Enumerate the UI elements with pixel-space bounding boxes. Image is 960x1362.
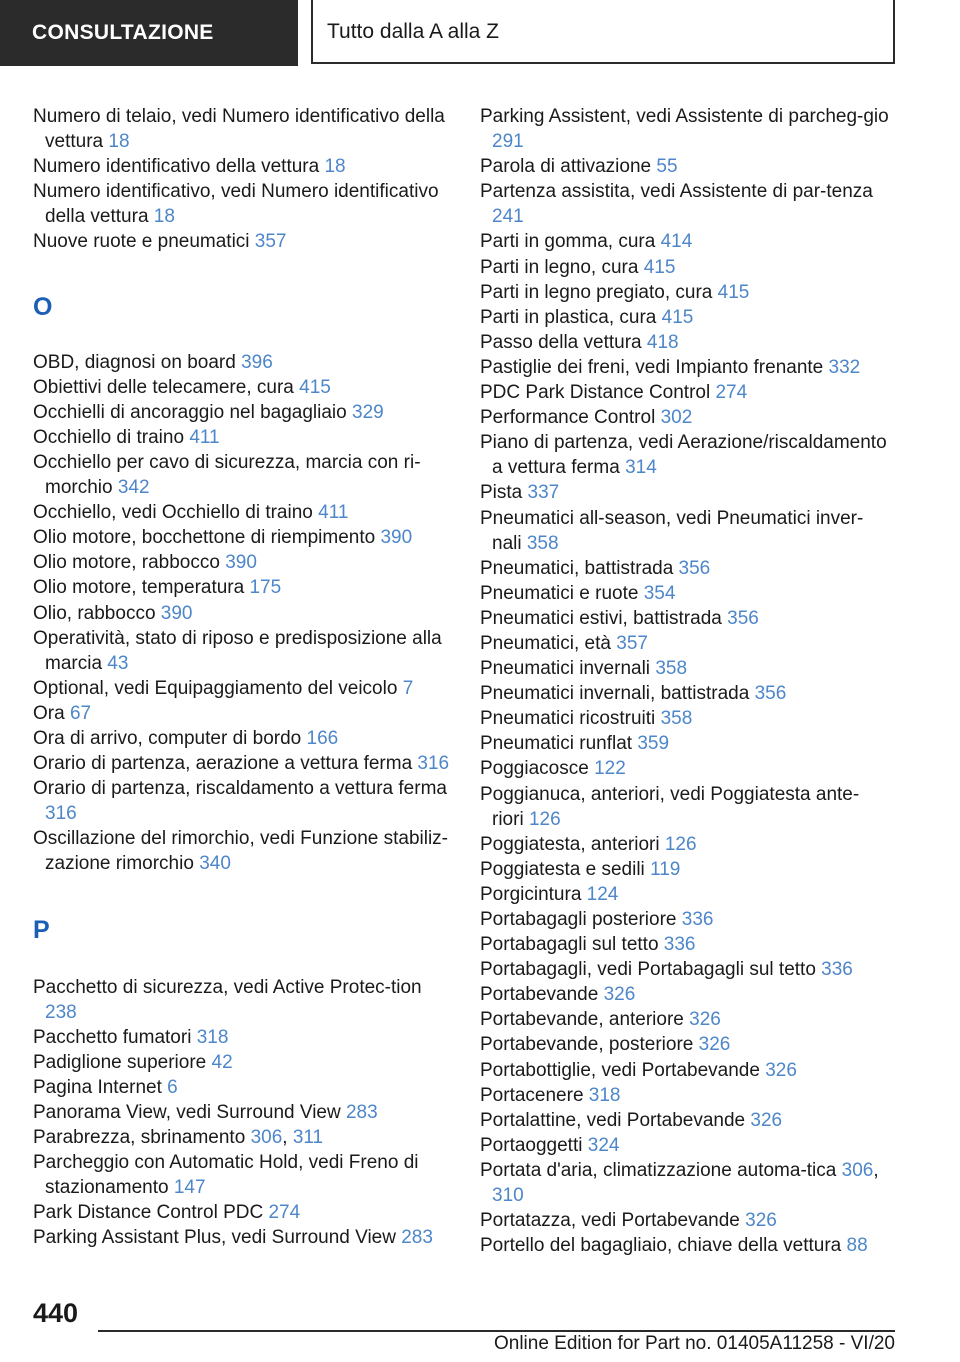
index-entry xyxy=(480,1208,890,1233)
page-reference-link[interactable]: 318 xyxy=(196,1026,229,1048)
index-entry-label: Portabagagli, vedi Portabagagli sul tetto xyxy=(480,959,816,981)
index-entry-label: Portalattine, vedi Portabevande xyxy=(480,1109,746,1131)
index-entry-label: Occhielli di ancoraggio nel bagagliaio xyxy=(33,401,347,423)
index-entry-label: Porgicintura xyxy=(480,883,582,905)
page-reference-link[interactable]: 18 xyxy=(153,206,175,228)
page-reference-link[interactable]: 283 xyxy=(401,1227,433,1249)
page-reference-link[interactable]: 126 xyxy=(664,833,697,855)
index-entry-label: Pneumatici estivi, battistrada xyxy=(480,607,722,629)
index-entry xyxy=(33,601,453,626)
index-entry xyxy=(33,1075,453,1100)
page-reference-link[interactable]: 302 xyxy=(660,407,693,429)
letter-heading-p: P xyxy=(33,915,50,944)
index-entry xyxy=(480,581,890,606)
index-entry-label: Numero identificativo, vedi Numero identificativo della vettura xyxy=(33,181,439,228)
index-entry xyxy=(480,782,890,832)
index-entry-label: Panorama View, vedi Surround View xyxy=(33,1102,341,1123)
index-entry xyxy=(480,832,890,857)
index-entry-label: Poggiatesta, anteriori xyxy=(480,833,660,855)
index-entry xyxy=(480,756,890,781)
index-entry xyxy=(480,882,890,907)
index-entry-label: Portabagagli posteriore xyxy=(480,909,677,930)
page-reference-link[interactable]: 18 xyxy=(108,131,130,153)
index-entry xyxy=(33,229,453,254)
page-reference-link[interactable]: 119 xyxy=(650,858,681,880)
index-entry xyxy=(33,751,453,776)
page-reference-link[interactable]: 415 xyxy=(717,281,750,303)
page-reference-link[interactable]: 358 xyxy=(660,708,693,730)
index-entry-label: Occhiello, vedi Occhiello di traino xyxy=(33,502,313,524)
index-entry-label: Performance Control xyxy=(480,407,656,429)
page-reference-link[interactable]: 316 xyxy=(417,753,450,775)
index-entry xyxy=(480,982,890,1007)
index-entry-label: Parabrezza, sbrinamento xyxy=(33,1127,246,1149)
index-entry-label: Numero identificativo della vettura xyxy=(33,156,320,178)
index-entry: Parabrezza, sbrinamento 306, 311 xyxy=(33,1127,324,1149)
page-reference-link[interactable]: 67 xyxy=(69,702,92,724)
index-entry xyxy=(33,400,453,425)
page-reference-link[interactable]: 336 xyxy=(663,934,696,956)
page-reference-link[interactable]: 326 xyxy=(603,984,636,1006)
page-reference-link[interactable]: 316 xyxy=(45,803,77,825)
index-entry xyxy=(480,430,890,480)
page-reference-link[interactable]: 414 xyxy=(660,231,693,253)
page-reference-link[interactable]: 332 xyxy=(828,356,861,378)
page-reference-link[interactable]: 340 xyxy=(199,853,231,875)
index-entry xyxy=(480,104,890,154)
entries-p xyxy=(33,975,453,1251)
index-entry-label: Occhiello per cavo di sicurezza, marcia con ri-morchio xyxy=(33,451,421,499)
index-entry-label: Pneumatici runflat xyxy=(480,733,633,755)
index-entry: Portata d'aria, climatizzazione automa-tica 306, 310 xyxy=(480,1159,879,1207)
index-entry xyxy=(480,179,890,229)
index-entry-label: Portaoggetti xyxy=(480,1134,583,1156)
page-reference-link[interactable]: 310 xyxy=(492,1185,524,1207)
page-reference-link[interactable]: 311 xyxy=(292,1127,324,1149)
index-entry-label: Olio, rabbocco xyxy=(33,602,156,624)
index-entry-label: Portabevande, anteriore xyxy=(480,1009,684,1031)
index-column-right xyxy=(480,104,890,1258)
page-reference-link[interactable]: 318 xyxy=(588,1084,621,1106)
page-reference-link[interactable]: 337 xyxy=(527,482,560,504)
index-entry-label: Portabagagli sul tetto xyxy=(480,934,659,956)
index-entry xyxy=(33,550,453,575)
page-reference-link[interactable]: 283 xyxy=(345,1102,378,1123)
index-entry-label: Pastiglie dei freni, vedi Impianto frenante xyxy=(480,356,824,378)
index-entry xyxy=(480,1133,890,1158)
index-entry-label: Operatività, stato di riposo e predisposizione alla marcia xyxy=(33,627,442,674)
page-reference-link[interactable]: 357 xyxy=(254,231,287,253)
index-entry-label: Piano di partenza, vedi Aerazione/riscaldamento a vettura ferma xyxy=(480,432,887,479)
page-reference-link[interactable]: 411 xyxy=(318,502,349,524)
index-entry xyxy=(33,500,453,525)
index-entry xyxy=(480,656,890,681)
page-reference-link[interactable]: 326 xyxy=(698,1034,731,1056)
index-entry-label: Nuove ruote e pneumatici xyxy=(33,231,250,253)
index-entry-label: Pagina Internet xyxy=(33,1076,162,1098)
index-entry xyxy=(33,1025,453,1050)
index-entry xyxy=(480,606,890,631)
index-entry-label: Optional, vedi Equipaggiamento del veicolo xyxy=(33,677,398,699)
index-entry-label: Parking Assistent, vedi Assistente di parcheg-gio xyxy=(480,106,889,127)
index-entry-label: Pneumatici, battistrada xyxy=(480,557,674,579)
page-reference-link[interactable]: 306 xyxy=(841,1159,874,1181)
index-entry-label: Padiglione superiore xyxy=(33,1051,207,1073)
page-reference-link[interactable]: 324 xyxy=(587,1134,620,1156)
index-entry-label: Pacchetto fumatori xyxy=(33,1026,192,1048)
index-entry-label: Parcheggio con Automatic Hold, vedi Freno di stazionamento xyxy=(33,1152,419,1199)
index-entry xyxy=(480,1233,890,1258)
page-reference-link[interactable]: 415 xyxy=(643,256,676,278)
page-reference-link[interactable]: 415 xyxy=(661,306,694,328)
index-entry xyxy=(480,1058,890,1083)
index-entry xyxy=(33,525,453,550)
index-entry-label: Parola di attivazione xyxy=(480,156,652,178)
footer-edition: Online Edition for Part no. 01405A11258 - VI/20 xyxy=(493,1333,895,1354)
letter-heading-o: O xyxy=(33,292,53,321)
page-reference-link[interactable]: 175 xyxy=(249,577,282,599)
index-entry xyxy=(480,506,890,556)
footer-divider xyxy=(98,1330,895,1332)
index-entry xyxy=(480,1032,890,1057)
page-reference-link[interactable]: 314 xyxy=(625,457,657,479)
index-entry xyxy=(480,330,890,355)
page-reference-link[interactable]: 358 xyxy=(526,532,559,554)
page-reference-link[interactable]: 306 xyxy=(250,1127,283,1149)
index-entry-label: Portabottiglie, vedi Portabevande xyxy=(480,1059,760,1081)
index-entry xyxy=(480,857,890,882)
index-column-left xyxy=(33,104,453,1251)
index-entry-label: Orario di partenza, aerazione a vettura ferma xyxy=(33,753,413,775)
index-entry-label: Olio motore, bocchettone di riempimento xyxy=(33,527,376,549)
page-reference-link[interactable]: 356 xyxy=(754,683,787,705)
index-entry-label: Olio motore, temperatura xyxy=(33,577,245,599)
index-entry xyxy=(480,480,890,505)
index-entry-label: Portello del bagagliaio, chiave della vettura xyxy=(480,1235,842,1257)
page-reference-link[interactable]: 55 xyxy=(656,156,678,178)
page-reference-link[interactable]: 291 xyxy=(492,131,524,153)
page-reference-link[interactable]: 329 xyxy=(352,401,384,423)
index-entry-label: Partenza assistita, vedi Assistente di par-tenza xyxy=(480,181,873,203)
index-entry xyxy=(480,355,890,380)
page-reference-link[interactable]: 359 xyxy=(637,733,670,755)
page-number: 440 xyxy=(33,1298,79,1328)
page-header xyxy=(0,0,960,66)
index-entry-label: Portabevande xyxy=(480,984,599,1006)
index-entry xyxy=(33,450,453,500)
index-entry-label: Numero di telaio, vedi Numero identificativo della vettura xyxy=(33,106,445,153)
index-entry xyxy=(480,305,890,330)
page-reference-link[interactable]: 166 xyxy=(306,727,339,749)
index-entry xyxy=(33,179,453,229)
index-entry-label: Parking Assistant Plus, vedi Surround View xyxy=(33,1227,396,1249)
index-entry xyxy=(480,957,890,982)
index-entry-label: Poggianuca, anteriori, vedi Poggiatesta ante-riori xyxy=(480,783,860,830)
page-reference-link[interactable]: 390 xyxy=(160,602,193,624)
index-entry-label: Parti in legno, cura xyxy=(480,256,639,278)
index-entry xyxy=(480,255,890,280)
index-entry-label: Poggiatesta e sedili xyxy=(480,858,645,880)
page-reference-link[interactable]: 415 xyxy=(299,376,331,398)
index-entry xyxy=(33,701,453,726)
entries-o xyxy=(33,350,453,877)
index-entry xyxy=(480,280,890,305)
index-entry xyxy=(480,556,890,581)
page-reference-link[interactable]: 6 xyxy=(167,1076,178,1098)
index-entry xyxy=(33,726,453,751)
index-entry xyxy=(480,681,890,706)
index-entry xyxy=(33,1100,453,1125)
index-entry xyxy=(33,425,453,450)
page-reference-link[interactable]: 326 xyxy=(765,1059,797,1081)
page-reference-link[interactable]: 43 xyxy=(107,652,129,674)
index-entry xyxy=(480,229,890,254)
index-entry-label: Pneumatici e ruote xyxy=(480,582,639,604)
index-entry xyxy=(33,375,453,400)
page-reference-link[interactable]: 7 xyxy=(402,677,414,699)
index-entry-label: Pneumatici ricostruiti xyxy=(480,708,656,730)
index-entry-label: Parti in legno pregiato, cura xyxy=(480,281,713,303)
page-reference-link[interactable]: 122 xyxy=(594,758,626,780)
index-entry xyxy=(33,776,453,826)
page-reference-link[interactable]: 396 xyxy=(241,351,273,373)
index-entry-label: Pneumatici, età xyxy=(480,632,611,654)
index-entry-label: Ora di arrivo, computer di bordo xyxy=(33,727,302,749)
page-reference-link[interactable]: 274 xyxy=(268,1202,301,1224)
index-entry xyxy=(33,826,453,876)
index-entry-label: Portata d'aria, climatizzazione automa-tica xyxy=(480,1159,837,1181)
section-tab[interactable]: CONSULTAZIONE xyxy=(0,0,298,66)
index-entry-label: Park Distance Control PDC xyxy=(33,1202,264,1224)
index-entry-label: Pneumatici all-season, vedi Pneumatici inver-nali xyxy=(480,507,864,554)
index-entry xyxy=(480,932,890,957)
index-entry-label: Oscillazione del rimorchio, vedi Funzione stabiliz-zazione rimorchio xyxy=(33,828,449,875)
page-reference-link[interactable]: 42 xyxy=(211,1051,233,1073)
page-reference-link[interactable]: 354 xyxy=(643,582,676,604)
page-reference-link[interactable]: 238 xyxy=(45,1001,77,1023)
page-reference-link[interactable]: 336 xyxy=(681,909,714,930)
index-entry-label: Obiettivi delle telecamere, cura xyxy=(33,376,294,398)
index-entry-label: Occhiello di traino xyxy=(33,426,185,448)
index-entry-label: Pneumatici invernali xyxy=(480,658,651,680)
index-entry xyxy=(33,154,453,179)
page-reference-link[interactable]: 326 xyxy=(689,1009,721,1031)
index-entry-label: Portacenere xyxy=(480,1084,584,1106)
page-reference-link[interactable]: 390 xyxy=(225,552,257,574)
index-entry xyxy=(33,1050,453,1075)
index-entry xyxy=(480,405,890,430)
index-entry xyxy=(480,1108,890,1133)
page-reference-link[interactable]: 358 xyxy=(655,658,688,680)
page-reference-link[interactable]: 336 xyxy=(821,959,853,981)
index-entry xyxy=(480,154,890,179)
index-entry-label: Portabevande, posteriore xyxy=(480,1034,694,1056)
index-entry xyxy=(480,1007,890,1032)
index-entry-label: Parti in plastica, cura xyxy=(480,306,657,328)
index-entry xyxy=(33,975,453,1025)
page-reference-link[interactable]: 411 xyxy=(189,426,220,448)
index-entry xyxy=(33,575,453,600)
index-entry-label: OBD, diagnosi on board xyxy=(33,351,236,373)
page-reference-link[interactable]: 274 xyxy=(715,382,748,404)
page-reference-link[interactable]: 147 xyxy=(173,1177,206,1199)
page-reference-link[interactable]: 326 xyxy=(745,1210,777,1232)
index-entry-label: Poggiacosce xyxy=(480,758,589,780)
index-entry xyxy=(480,631,890,656)
page-reference-link[interactable]: 126 xyxy=(528,808,561,830)
page-reference-link[interactable]: 18 xyxy=(324,156,346,178)
index-entry xyxy=(33,104,453,154)
index-entry-label: Parti in gomma, cura xyxy=(480,231,656,253)
entries-top xyxy=(33,104,453,255)
index-entry xyxy=(480,731,890,756)
index-entry-label: Pacchetto di sicurezza, vedi Active Protec-tion xyxy=(33,976,422,998)
index-entry xyxy=(33,1225,453,1250)
page-reference-link[interactable]: 326 xyxy=(750,1109,783,1131)
index-entry-label: Passo della vettura xyxy=(480,331,642,353)
index-entry xyxy=(33,1200,453,1225)
index-entry-label: Pneumatici invernali, battistrada xyxy=(480,683,750,705)
page-reference-link[interactable]: 390 xyxy=(380,527,413,549)
index-entry xyxy=(33,1150,453,1200)
page-reference-link[interactable]: 241 xyxy=(492,206,524,228)
index-entry-label: Olio motore, rabbocco xyxy=(33,552,220,574)
index-entry xyxy=(33,350,453,375)
index-entry xyxy=(33,676,453,701)
page-reference-link[interactable]: 356 xyxy=(727,607,759,629)
index-entry-label: Ora xyxy=(33,702,65,724)
index-entry xyxy=(480,907,890,932)
page-reference-link[interactable]: 124 xyxy=(586,883,619,905)
page-reference-link[interactable]: 418 xyxy=(646,331,679,353)
page-reference-link[interactable]: 356 xyxy=(678,557,711,579)
page-reference-link[interactable]: 357 xyxy=(616,632,648,654)
index-entry xyxy=(480,1083,890,1108)
page-reference-link[interactable]: 342 xyxy=(117,477,150,499)
index-entry-label: Pista xyxy=(480,482,523,504)
index-entry xyxy=(480,706,890,731)
entries-right xyxy=(480,104,890,1258)
page-reference-link[interactable]: 88 xyxy=(846,1235,868,1257)
index-entry xyxy=(33,626,453,676)
index-entry-label: PDC Park Distance Control xyxy=(480,382,711,404)
index-entry xyxy=(480,380,890,405)
index-entry-label: Orario di partenza, riscaldamento a vettura ferma xyxy=(33,778,447,800)
chapter-title: Tutto dalla A alla Z xyxy=(311,0,895,64)
index-entry-label: Portatazza, vedi Portabevande xyxy=(480,1210,740,1232)
